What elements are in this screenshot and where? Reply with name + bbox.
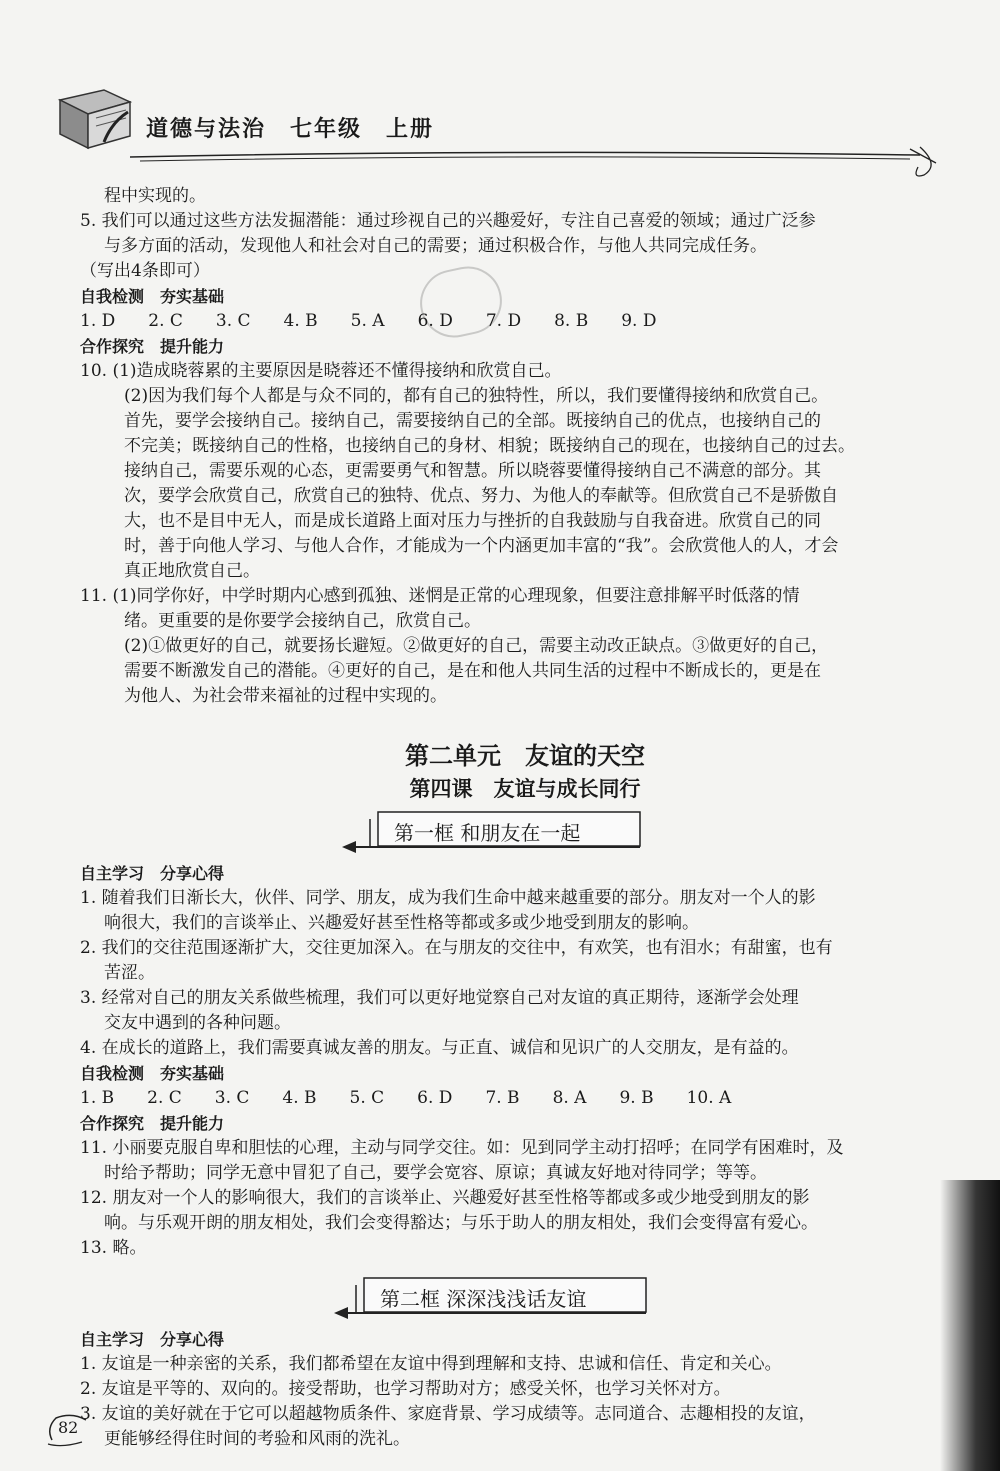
answer-item: 5. C	[349, 1088, 385, 1108]
answer-item: 7. B	[485, 1088, 520, 1108]
answer-item: 2. C	[148, 311, 183, 331]
answer-item: 7. D	[485, 311, 522, 331]
answer-item: 1. D	[80, 311, 116, 331]
text-line: 4. 在成长的道路上，我们需要真诚友善的朋友。与正直、诚信和见识广的人交朋友，是有益的。	[80, 1038, 799, 1058]
text-line: 2. 我们的交往范围逐渐扩大，交往更加深入。在与朋友的交往中，有欢笑，也有泪水；有甜蜜，也有	[80, 938, 833, 958]
answer-item: 4. B	[283, 311, 318, 331]
text-line: 次，要学会欣赏自己，欣赏自己的独特、优点、努力、为他人的奉献等。但欣赏自己不是骄傲自	[124, 486, 838, 506]
answer-item: 1. B	[80, 1088, 115, 1108]
answer-row	[80, 309, 920, 334]
answer-item: 9. B	[619, 1088, 654, 1108]
section-heading: 自主学习 分享心得	[80, 1330, 225, 1349]
text-line: (2)①做更好的自己，就要扬长避短。②做更好的自己，需要主动改正缺点。③做更好的自己，	[124, 636, 829, 656]
text-line: 时给予帮助；同学无意中冒犯了自己，要学会宽容、原谅；真诚友好地对待同学；等等。	[104, 1163, 767, 1183]
section-heading: 自我检测 夯实基础	[80, 287, 225, 306]
answer-item: 6. D	[417, 1088, 453, 1108]
text-line: 绪。更重要的是你要学会接纳自己，欣赏自己。	[124, 611, 481, 631]
page-edge-shadow	[940, 1180, 1000, 1471]
text-line: 3. 友谊的美好就在于它可以超越物质条件、家庭背景、学习成绩等。志同道合、志趣相投的友谊，	[80, 1404, 816, 1424]
header-rule	[60, 145, 940, 185]
lesson-title: 第四课 友谊与成长同行	[409, 776, 641, 801]
text-line: 5. 我们可以通过这些方法发掘潜能：通过珍视自己的兴趣爱好，专注自己喜爱的领域；通过广泛参	[80, 211, 816, 231]
answer-item: 5. A	[350, 311, 385, 331]
text-line: 13. 略。	[80, 1238, 147, 1258]
page-number-text: 82	[58, 1418, 79, 1437]
answer-item: 4. B	[282, 1088, 317, 1108]
text-line: (2)因为我们每个人都是与众不同的，都有自己的独特性，所以，我们要懂得接纳和欣赏自己。	[124, 386, 829, 406]
text-line: 程中实现的。	[104, 186, 206, 206]
running-title: 道德与法治 七年级 上册	[146, 117, 435, 142]
page-number	[42, 1410, 94, 1448]
page-content	[80, 184, 920, 1452]
answer-item: 6. D	[417, 311, 453, 331]
answer-item: 8. B	[554, 311, 589, 331]
text-line: 2. 友谊是平等的、双向的。接受帮助，也学习帮助对方；感受关怀，也学习关怀对方。	[80, 1379, 731, 1399]
answer-item: 3. C	[214, 1088, 250, 1108]
frame-label: 第二框 深深浅浅话友谊	[380, 1287, 587, 1311]
section-heading: 合作探究 提升能力	[80, 337, 225, 356]
text-line: 大，也不是目中无人，而是成长道路上面对压力与挫折的自我鼓励与自我奋进。欣赏自己的同	[124, 511, 821, 531]
answer-item: 2. C	[147, 1088, 182, 1108]
book-logo-icon	[52, 82, 134, 152]
text-line: （写出4条即可）	[80, 261, 210, 281]
answer-item: 3. C	[215, 311, 251, 331]
frame-heading-2	[80, 1275, 920, 1319]
text-line: 3. 经常对自己的朋友关系做些梳理，我们可以更好地觉察自己对友谊的真正期待，逐渐学会处理	[80, 988, 799, 1008]
answer-item: 10. A	[686, 1088, 732, 1108]
text-line: 12. 朋友对一个人的影响很大，我们的言谈举止、兴趣爱好甚至性格等都或多或少地受到朋友的影	[80, 1188, 810, 1208]
text-line: 11. 小丽要克服自卑和胆怯的心理，主动与同学交往。如：见到同学主动打招呼；在同学有困难时，及	[80, 1138, 844, 1158]
text-line: 不完美；既接纳自己的性格，也接纳自己的身材、相貌；既接纳自己的现在，也接纳自己的过去。	[124, 436, 855, 456]
text-line: 11. (1)同学你好，中学时期内心感到孤独、迷惘是正常的心理现象，但要注意排解平时低落的情	[80, 586, 800, 606]
text-line: 1. 随着我们日渐长大，伙伴、同学、朋友，成为我们生命中越来越重要的部分。朋友对一个人的影	[80, 888, 816, 908]
answer-item: 9. D	[621, 311, 657, 331]
section-heading: 自主学习 分享心得	[80, 864, 225, 883]
answer-item: 8. A	[552, 1088, 587, 1108]
text-line: 真正地欣赏自己。	[124, 561, 260, 581]
text-line: 为他人、为社会带来福祉的过程中实现的。	[124, 686, 447, 706]
text-line: 响很大，我们的言谈举止、兴趣爱好甚至性格等都或多或少地受到朋友的影响。	[104, 913, 699, 933]
text-line: 1. 友谊是一种亲密的关系，我们都希望在友谊中得到理解和支持、忠诚和信任、肯定和关心。	[80, 1354, 782, 1374]
text-line: 苦涩。	[104, 963, 155, 983]
text-line: 需要不断激发自己的潜能。④更好的自己，是在和他人共同生活的过程中不断成长的，更是在	[124, 661, 821, 681]
text-line: 时，善于向他人学习、与他人合作，才能成为一个内涵更加丰富的“我”。会欣赏他人的人，才会	[124, 536, 839, 556]
unit-title: 第二单元 友谊的天空	[405, 742, 645, 770]
answer-row	[80, 1086, 920, 1111]
text-line: 更能够经得住时间的考验和风雨的洗礼。	[104, 1429, 410, 1449]
section-heading: 自我检测 夯实基础	[80, 1064, 225, 1083]
frame-label: 第一框 和朋友在一起	[394, 821, 581, 845]
text-line: 10. (1)造成晓蓉累的主要原因是晓蓉还不懂得接纳和欣赏自己。	[80, 361, 562, 381]
section-heading: 合作探究 提升能力	[80, 1114, 225, 1133]
text-line: 响。与乐观开朗的朋友相处，我们会变得豁达；与乐于助人的朋友相处，我们会变得富有爱心。	[104, 1213, 818, 1233]
frame-heading-1	[80, 809, 920, 853]
text-line: 交友中遇到的各种问题。	[104, 1013, 291, 1033]
text-line: 与多方面的活动，发现他人和社会对自己的需要；通过积极合作，与他人共同完成任务。	[104, 236, 767, 256]
text-line: 首先，要学会接纳自己。接纳自己，需要接纳自己的全部。既接纳自己的优点，也接纳自己的	[124, 411, 821, 431]
text-line: 接纳自己，需要乐观的心态，更需要勇气和智慧。所以晓蓉要懂得接纳自己不满意的部分。其	[124, 461, 821, 481]
